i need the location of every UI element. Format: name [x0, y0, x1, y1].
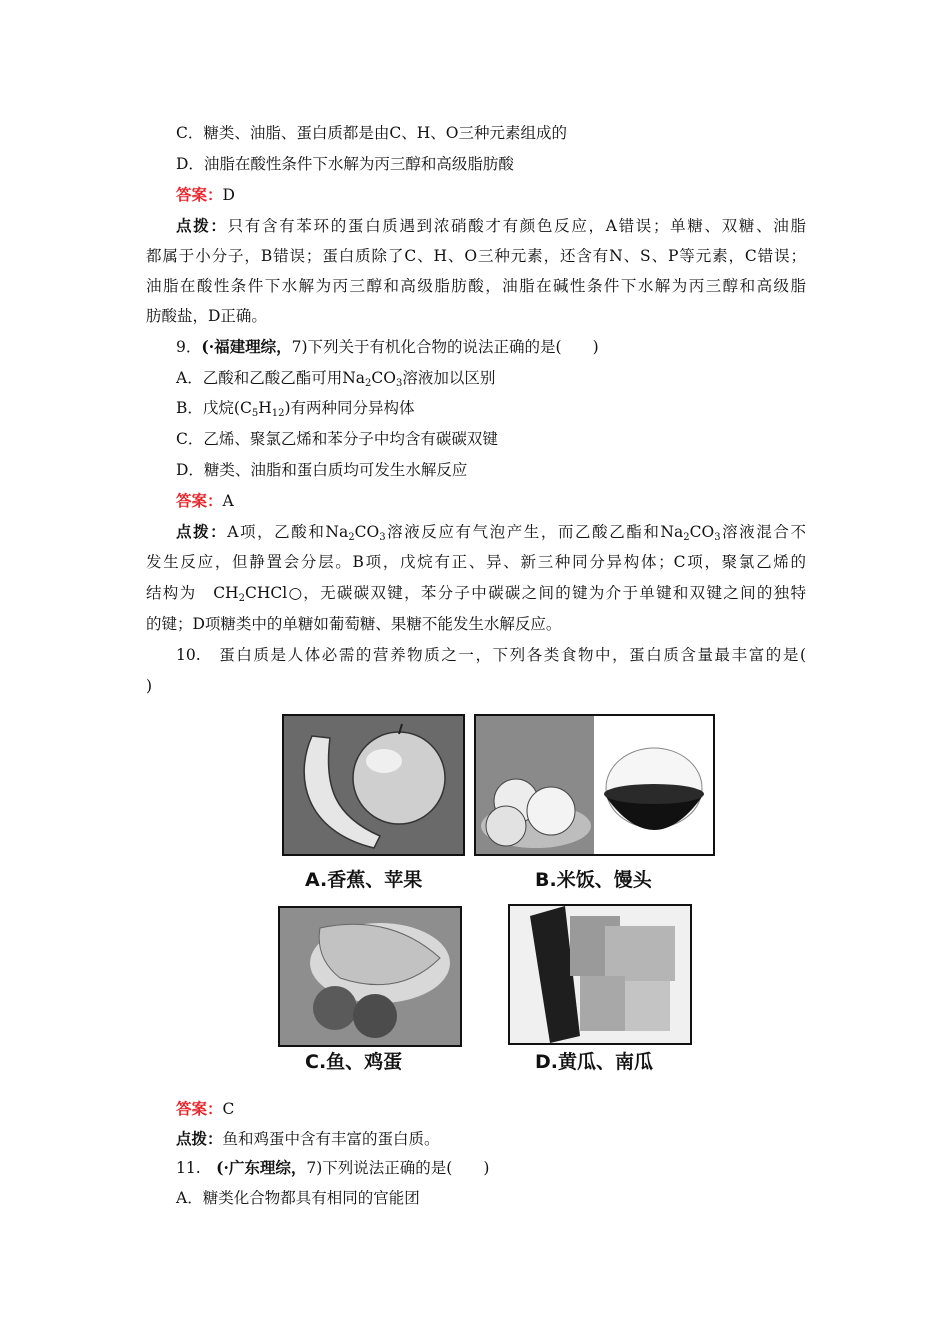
q8-answer: [176, 185, 235, 205]
hint-label: 点拨：: [176, 1129, 223, 1148]
caption-d: D.黄瓜、南瓜: [535, 1051, 653, 1073]
cucumber-pumpkin-illustration: [510, 906, 690, 1043]
answer-value: C: [222, 1100, 235, 1118]
q9-option-a: A．乙酸和乙酸乙酯可用$Na_2CO_3$溶液加以区别: [176, 369, 496, 389]
rice-buns-illustration: [476, 716, 713, 854]
q8-option-d: D．油脂在酸性条件下水解为丙三醇和高级脂肪酸: [176, 155, 514, 173]
fish-eggs-illustration: [280, 908, 460, 1045]
q9-option-b: B．戊烷$(C_5H_{12})$有两种同分异构体: [176, 399, 415, 419]
q11-source: (·广东理综，: [216, 1158, 307, 1177]
hint-label: 点拨：: [176, 522, 228, 541]
hint-label: 点拨：: [176, 216, 228, 235]
q8-hint-line3: 油脂在酸性条件下水解为丙三醇和高级脂肪酸，油脂在碱性条件下水解为丙三醇和高级脂: [146, 277, 806, 295]
q11-option-a: A．糖类化合物都具有相同的官能团: [176, 1189, 420, 1207]
q9-hint-line1: 点拨：A项，乙酸和$Na_2CO_3$溶液反应有气泡产生，而乙酸乙酯和$Na_2CO_3$溶液混合不: [176, 522, 806, 543]
answer-label: 答案：: [176, 491, 223, 510]
banana-apple-illustration: [284, 716, 463, 854]
q8-hint-line1: 点拨：只有含有苯环的蛋白质遇到浓硝酸才有颜色反应，A错误；单糖、双糖、油脂: [176, 216, 806, 235]
caption-b: B.米饭、馒头: [535, 869, 652, 891]
q9-stem: 9．(·福建理综，7)下列关于有机化合物的说法正确的是( ): [176, 337, 599, 356]
q10-stem-line2: ): [146, 677, 153, 695]
answer-label: 答案：: [176, 185, 223, 204]
q10-stem-line1: 10. 蛋白质是人体必需的营养物质之一，下列各类食物中，蛋白质含量最丰富的是(: [176, 646, 806, 664]
q9-hint-line2: 发生反应，但静置会分层。B项，戊烷有正、异、新三种同分异构体；C项，聚氯乙烯的: [146, 553, 806, 571]
answer-value: A: [222, 492, 234, 510]
answer-value: D: [222, 186, 235, 204]
q8-hint-line2: 都属于小分子，B错误；蛋白质除了C、H、O三种元素，还含有N、S、P等元素，C错误；: [146, 247, 806, 265]
q9-hint-line3: 结构为 $CH_2CHCl○$，无碳碳双键，苯分子中碳碳之间的键为介于单键和双键之间的独特: [146, 584, 806, 604]
answer-label: 答案：: [176, 1099, 223, 1118]
q8-hint-line4: 肪酸盐，D正确。: [146, 307, 267, 325]
photo-cucumber-pumpkin: [508, 904, 692, 1045]
photo-rice-buns: [474, 714, 715, 856]
q8-option-c: C．糖类、油脂、蛋白质都是由C、H、O三种元素组成的: [176, 124, 567, 142]
caption-c: C.鱼、鸡蛋: [305, 1051, 403, 1073]
q11-stem: 11. (·广东理综，7)下列说法正确的是( ): [176, 1158, 490, 1177]
q10-hint: 点拨：鱼和鸡蛋中含有丰富的蛋白质。: [176, 1129, 440, 1148]
q9-option-d: D．糖类、油脂和蛋白质均可发生水解反应: [176, 461, 468, 479]
q9-source: (·福建理综，: [201, 337, 292, 356]
q9-answer: [176, 491, 234, 511]
q9-hint-line4: 的键；D项糖类中的单糖如葡萄糖、果糖不能发生水解反应。: [146, 615, 562, 633]
photo-banana-apple: [282, 714, 465, 856]
q9-option-c: C．乙烯、聚氯乙烯和苯分子中均含有碳碳双键: [176, 430, 498, 448]
caption-a: A.香蕉、苹果: [305, 869, 423, 891]
photo-fish-eggs: [278, 906, 462, 1047]
q10-answer: [176, 1099, 234, 1119]
